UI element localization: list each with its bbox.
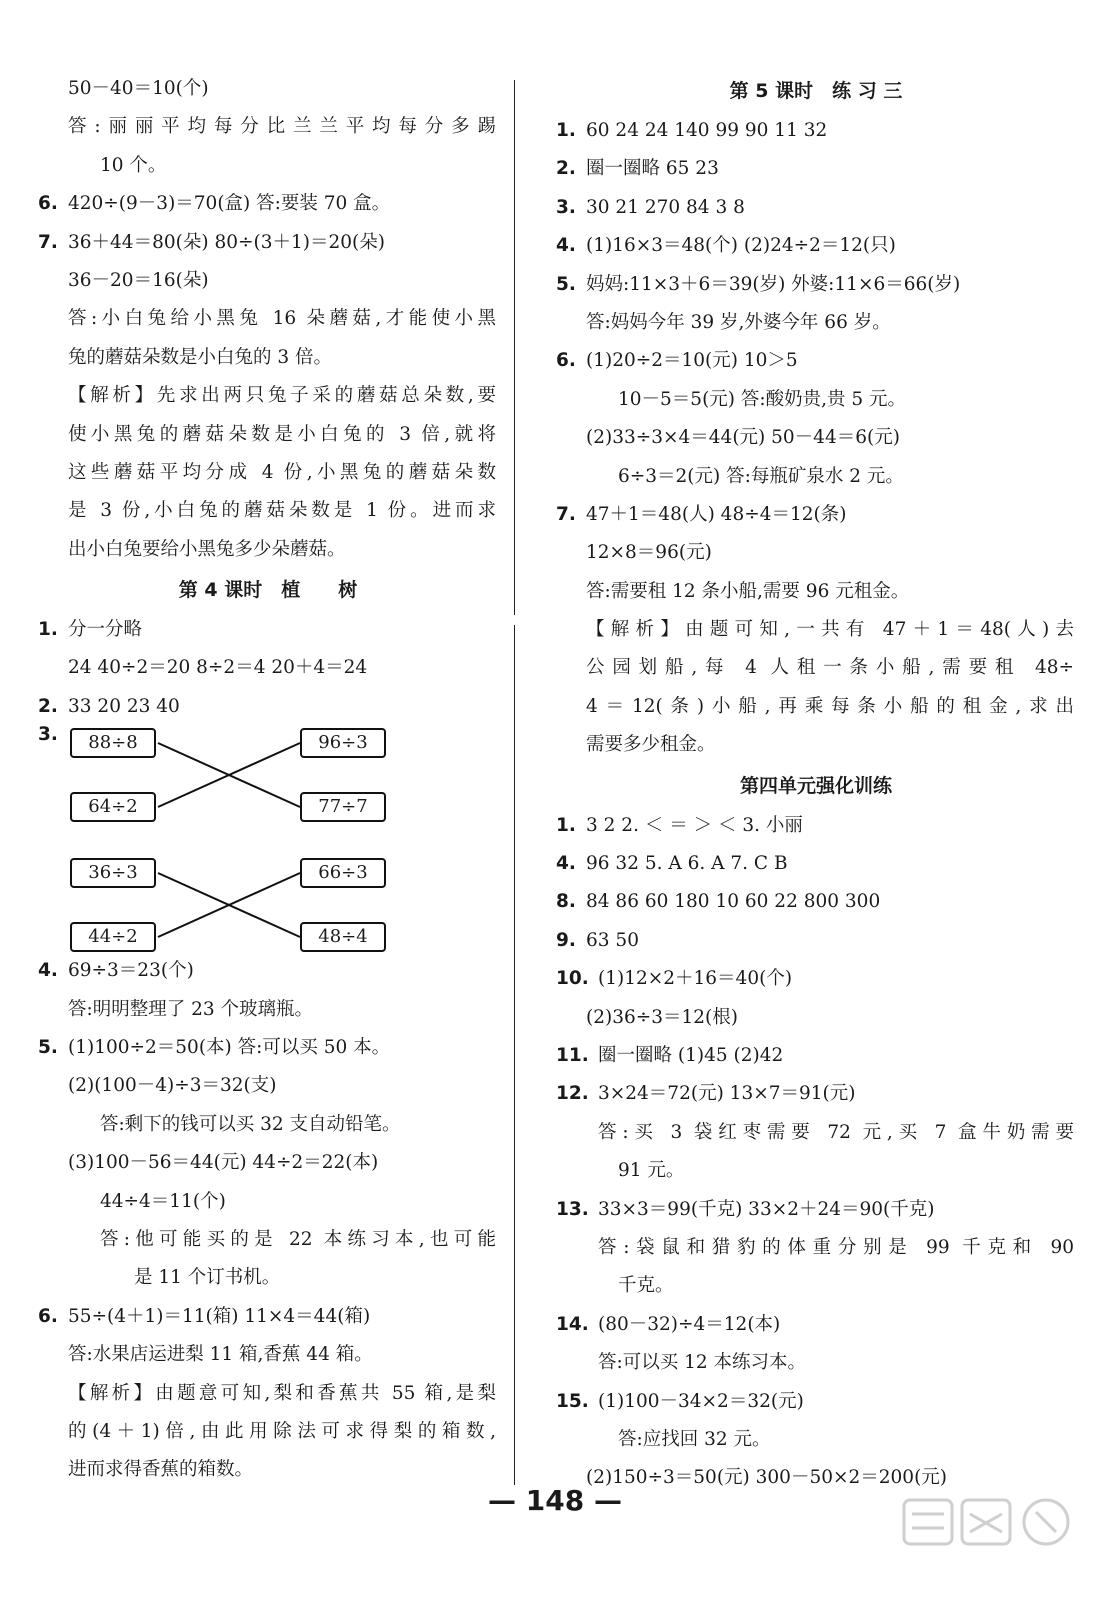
- answer-text: 答:可以买 12 本练习本。: [598, 1352, 807, 1374]
- answer-line: [556, 726, 1076, 764]
- answer-line: [38, 454, 498, 492]
- answer-text: 91 元。: [618, 1160, 685, 1182]
- answer-text: (1)12×2＋16＝40(个): [598, 968, 793, 990]
- item-number: 4.: [556, 235, 576, 257]
- answer-text: 进而求得香蕉的箱数。: [68, 1459, 254, 1481]
- expression-box-left: 88÷8: [70, 728, 156, 758]
- answer-line: [556, 688, 1076, 726]
- answer-line: [38, 300, 498, 338]
- matching-diagram: [38, 722, 498, 952]
- answer-text: 3 2 2. ＜ ＝ ＞ ＜ 3. 小丽: [586, 814, 803, 836]
- expression-box-right: 66÷3: [300, 858, 386, 888]
- item-number: 3.: [556, 196, 576, 218]
- page-number: — 148 —: [488, 1484, 622, 1517]
- answer-line: [556, 1421, 1076, 1459]
- answer-line: [38, 531, 498, 569]
- item-number: 7.: [556, 503, 576, 525]
- answer-line: [38, 991, 498, 1029]
- answer-text: 答:应找回 32 元。: [618, 1428, 771, 1450]
- answer-item: [38, 1029, 498, 1067]
- answer-text: 答:他可能买的是 22 本练习本,也可能: [100, 1228, 496, 1250]
- answer-line: [556, 1267, 1076, 1305]
- answer-line: [38, 1067, 498, 1105]
- answer-text: 答:买 3 袋红枣需要 72 元,买 7 盒牛奶需要: [598, 1121, 1074, 1143]
- expression-box-left: 36÷3: [70, 858, 156, 888]
- answer-text: 33×3＝99(千克) 33×2＋24＝90(千克): [598, 1198, 935, 1220]
- answer-item: [556, 960, 1076, 998]
- answer-item: [556, 496, 1076, 534]
- answer-text: 【解析】先求出两只兔子采的蘑菇总朵数,要: [68, 385, 496, 407]
- section-heading-text: 第 4 课时 植 树: [178, 579, 358, 602]
- answer-item: [556, 112, 1076, 150]
- answer-line: [556, 534, 1076, 572]
- answer-text: 圈一圈略 65 23: [586, 158, 719, 180]
- answer-line: [38, 70, 498, 108]
- answer-text: (1)20÷2＝10(元) 10＞5: [586, 350, 798, 372]
- answer-text: 【解析】由题意可知,梨和香蕉共 55 箱,是梨: [68, 1382, 496, 1404]
- answer-line: [38, 1183, 498, 1221]
- item-number: 5.: [556, 273, 576, 295]
- answer-line: [38, 108, 498, 146]
- answer-text: 33 20 23 40: [68, 695, 180, 717]
- answer-text: 63 50: [586, 929, 639, 951]
- answer-line: [38, 1413, 498, 1451]
- answer-text: 420÷(9－3)＝70(盒) 答:要装 70 盒。: [68, 193, 391, 215]
- answer-text: 4＝12(条)小船,再乘每条小船的租金,求出: [586, 695, 1074, 717]
- expression-box-left: 64÷2: [70, 792, 156, 822]
- answer-text: 是 3 份,小白兔的蘑菇朵数是 1 份。进而求: [68, 500, 496, 522]
- answer-text: 的(4＋1)倍,由此用除法可求得梨的箱数,: [68, 1420, 496, 1442]
- answer-text: 44÷4＝11(个): [100, 1190, 226, 1212]
- column-divider-top: [514, 80, 515, 615]
- answer-text: 96 32 5. A 6. A 7. C B: [586, 853, 788, 875]
- answer-text: 69÷3＝23(个): [68, 960, 194, 982]
- answer-item: [556, 1306, 1076, 1344]
- answer-line: [38, 1221, 498, 1259]
- answer-line: [556, 1229, 1076, 1267]
- item-number: 6.: [556, 350, 576, 372]
- answer-item: [556, 227, 1076, 265]
- answer-text: (1)100－34×2＝32(元): [598, 1390, 804, 1412]
- answer-text: 答:袋鼠和猎豹的体重分别是 99 千克和 90: [598, 1236, 1074, 1258]
- watermark-logo: [896, 1494, 1096, 1594]
- item-number: 14.: [556, 1313, 589, 1335]
- answer-item: [556, 922, 1076, 960]
- answer-item: [38, 611, 498, 649]
- answer-line: [38, 1144, 498, 1182]
- answer-text: (2)33÷3×4＝44(元) 50－44＝6(元): [586, 427, 900, 449]
- answer-text: 答:明明整理了 23 个玻璃瓶。: [68, 998, 314, 1020]
- answer-line: [38, 416, 498, 454]
- answer-line: [556, 458, 1076, 496]
- item-number: 2.: [556, 158, 576, 180]
- column-divider-bottom: [514, 625, 515, 1485]
- answer-item: [556, 807, 1076, 845]
- section-heading-text: 第四单元强化训练: [739, 774, 892, 797]
- answer-line: [38, 1336, 498, 1374]
- answer-text: 出小白兔要给小黑兔多少朵蘑菇。: [68, 538, 346, 560]
- item-number: 4.: [556, 853, 576, 875]
- answer-line: [38, 339, 498, 377]
- answer-text: 千克。: [618, 1275, 674, 1297]
- section-heading-text: 第 5 课时 练 习 三: [729, 80, 903, 102]
- item-number: 12.: [556, 1083, 589, 1105]
- expression-box-left: 44÷2: [70, 922, 156, 952]
- answer-item: [556, 266, 1076, 304]
- item-number: 11.: [556, 1044, 589, 1066]
- answer-line: [38, 1375, 498, 1413]
- answer-line: [556, 573, 1076, 611]
- answer-text: (80－32)÷4＝12(本): [598, 1313, 781, 1335]
- expression-box-right: 77÷7: [300, 792, 386, 822]
- item-number: 8.: [556, 891, 576, 913]
- section-heading: [556, 70, 1076, 112]
- expression-box-right: 48÷4: [300, 922, 386, 952]
- answer-item: [556, 1037, 1076, 1075]
- answer-text: 【解析】由题可知,一共有 47＋1＝48(人)去: [586, 619, 1074, 641]
- answer-item: [556, 1191, 1076, 1229]
- answer-line: [556, 1152, 1076, 1190]
- item-number: 13.: [556, 1198, 589, 1220]
- item-number: 7.: [38, 231, 58, 253]
- answer-line: [38, 1259, 498, 1297]
- answer-text: 24 40÷2＝20 8÷2＝4 20＋4＝24: [68, 657, 368, 679]
- answer-item: [38, 688, 498, 726]
- answer-line: [38, 649, 498, 687]
- answer-text: 36－20＝16(朵): [68, 269, 209, 291]
- answer-item: [38, 952, 498, 990]
- answer-line: [38, 262, 498, 300]
- answer-line: [38, 492, 498, 530]
- item-number: 6.: [38, 193, 58, 215]
- answer-text: 84 86 60 180 10 60 22 800 300: [586, 891, 881, 913]
- answer-item: [556, 1383, 1076, 1421]
- answer-line: [556, 304, 1076, 342]
- answer-text: 10 个。: [100, 154, 167, 176]
- answer-text: (2)150÷3＝50(元) 300－50×2＝200(元): [586, 1467, 948, 1489]
- answer-text: 3×24＝72(元) 13×7＝91(元): [598, 1083, 856, 1105]
- answer-line: [38, 1106, 498, 1144]
- answer-item: [556, 883, 1076, 921]
- item-number: 6.: [38, 1305, 58, 1327]
- answer-line: [38, 377, 498, 415]
- answer-line: [38, 147, 498, 185]
- answer-text: 分一分略: [68, 619, 143, 641]
- answer-text: (2)36÷3＝12(根): [586, 1006, 738, 1028]
- answer-text: 答:丽丽平均每分比兰兰平均每分多踢: [68, 116, 496, 138]
- answer-text: 55÷(4＋1)＝11(箱) 11×4＝44(箱): [68, 1305, 371, 1327]
- answer-text: 答:小白兔给小黑兔 16 朵蘑菇,才能使小黑: [68, 308, 496, 330]
- item-number: 10.: [556, 968, 589, 990]
- answer-text: 30 21 270 84 3 8: [586, 196, 745, 218]
- answer-line: [556, 649, 1076, 687]
- answer-text: 答:妈妈今年 39 岁,外婆今年 66 岁。: [586, 311, 891, 333]
- answer-item: [556, 342, 1076, 380]
- section-heading: [38, 569, 498, 611]
- item-number: 15.: [556, 1390, 589, 1412]
- expression-box-right: 96÷3: [300, 728, 386, 758]
- answer-text: 答:需要租 12 条小船,需要 96 元租金。: [586, 580, 910, 602]
- answer-text: 12×8＝96(元): [586, 542, 712, 564]
- item-number: 4.: [38, 960, 58, 982]
- answer-item: [38, 224, 498, 262]
- answer-line: [556, 419, 1076, 457]
- answer-line: [556, 1114, 1076, 1152]
- answer-text: 兔的蘑菇朵数是小白兔的 3 倍。: [68, 346, 333, 368]
- section-heading: [556, 765, 1076, 807]
- item-number: 1.: [38, 619, 58, 641]
- item-number: 5.: [38, 1037, 58, 1059]
- item-number: 3.: [38, 724, 58, 746]
- answer-text: 公园划船,每 4 人租一条小船,需要租 48÷: [586, 657, 1074, 679]
- answer-item: [38, 185, 498, 223]
- answer-text: (1)100÷2＝50(本) 答:可以买 50 本。: [68, 1037, 391, 1059]
- answer-text: 妈妈:11×3＋6＝39(岁) 外婆:11×6＝66(岁): [586, 273, 961, 295]
- answer-line: [556, 611, 1076, 649]
- item-number: 1.: [556, 120, 576, 141]
- answer-text: 6÷3＝2(元) 答:每瓶矿泉水 2 元。: [618, 465, 904, 487]
- answer-text: 47＋1＝48(人) 48÷4＝12(条): [586, 503, 847, 525]
- answer-item: [556, 150, 1076, 188]
- answer-text: 60 24 24 140 99 90 11 32: [586, 120, 828, 141]
- answer-text: (3)100－56＝44(元) 44÷2＝22(本): [68, 1152, 379, 1174]
- answer-text: 答:剩下的钱可以买 32 支自动铅笔。: [100, 1113, 401, 1135]
- answer-text: 10－5＝5(元) 答:酸奶贵,贵 5 元。: [618, 388, 907, 410]
- right-column: [556, 70, 1076, 1498]
- item-number: 2.: [38, 695, 58, 717]
- answer-text: 使小黑兔的蘑菇朵数是小白兔的 3 倍,就将: [68, 423, 496, 445]
- answer-text: 圈一圈略 (1)45 (2)42: [598, 1044, 784, 1066]
- answer-line: [556, 381, 1076, 419]
- answer-text: (1)16×3＝48(个) (2)24÷2＝12(只): [586, 235, 896, 257]
- answer-item: [38, 1298, 498, 1336]
- answer-line: [556, 1344, 1076, 1382]
- answer-item: [556, 189, 1076, 227]
- answer-text: 需要多少租金。: [586, 734, 716, 756]
- answer-text: 这些蘑菇平均分成 4 份,小黑兔的蘑菇朵数: [68, 461, 496, 483]
- answer-text: 是 11 个订书机。: [134, 1267, 281, 1289]
- answer-text: 50－40＝10(个): [68, 78, 209, 99]
- item-number: 1.: [556, 814, 576, 836]
- left-column: [38, 70, 498, 1490]
- answer-item: [556, 1075, 1076, 1113]
- answer-text: (2)(100－4)÷3＝32(支): [68, 1075, 277, 1097]
- answer-text: 36＋44＝80(朵) 80÷(3＋1)＝20(朵): [68, 231, 385, 253]
- answer-line: [556, 999, 1076, 1037]
- item-number: 9.: [556, 929, 576, 951]
- answer-item: [556, 845, 1076, 883]
- answer-text: 答:水果店运进梨 11 箱,香蕉 44 箱。: [68, 1344, 373, 1366]
